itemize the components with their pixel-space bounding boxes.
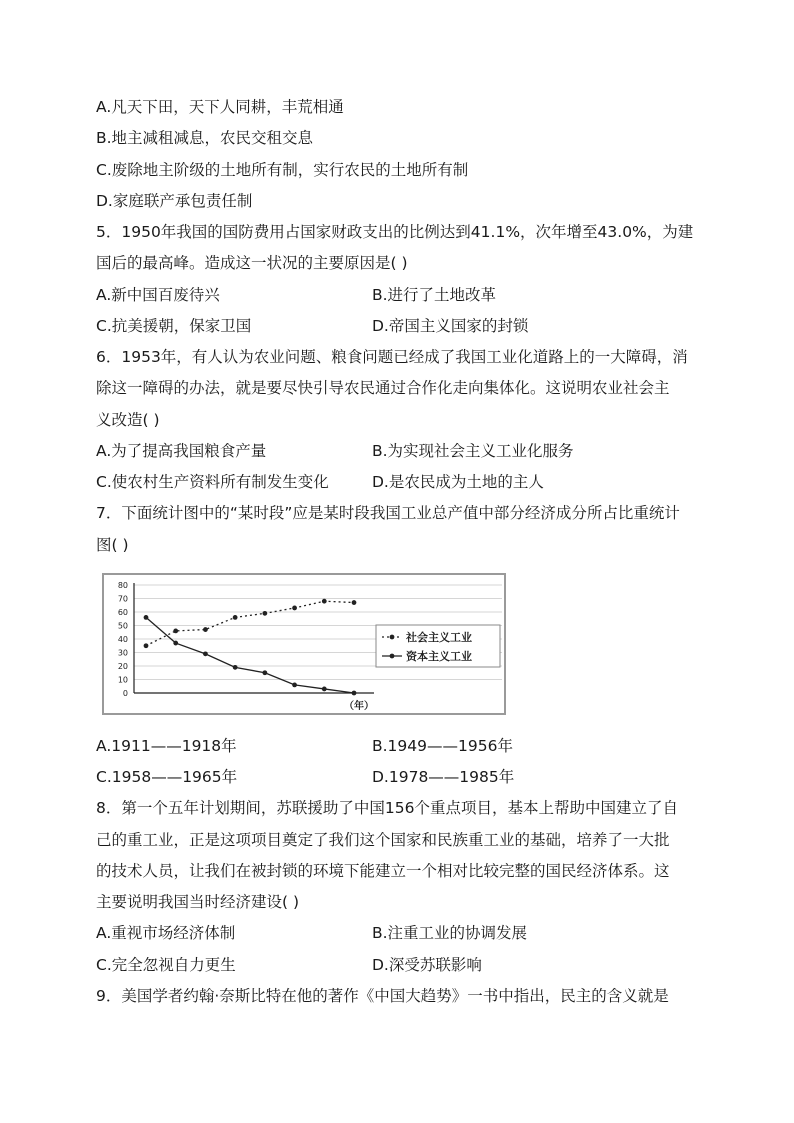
legend-marker (390, 635, 395, 640)
data-point (322, 599, 327, 604)
q8-stem-line1: 8．第一个五年计划期间，苏联援助了中国156个重点项目，基本上帮助中国建立了自 (96, 799, 678, 817)
legend-marker (390, 654, 395, 659)
data-point (173, 641, 178, 646)
q6-option-c: C.使农村生产资料所有制发生变化 (96, 473, 329, 491)
legend-label: 资本主义工业 (406, 650, 472, 663)
y-tick-label: 70 (117, 594, 128, 604)
series-line-2 (146, 617, 354, 693)
q5-option-c: C.抗美援朝，保家卫国 (96, 317, 252, 335)
q6-option-a: A.为了提高我国粮食产量 (96, 442, 267, 460)
legend-label: 社会主义工业 (406, 631, 472, 644)
q8-option-b: B.注重工业的协调发展 (372, 924, 528, 942)
q8-stem-line4: 主要说明我国当时经济建设( ) (96, 893, 300, 911)
x-axis-label: （年） (344, 701, 374, 712)
q7-option-b: B.1949——1956年 (372, 737, 513, 755)
q8-option-a: A.重视市场经济体制 (96, 924, 236, 942)
q5-option-b: B.进行了土地改革 (372, 286, 497, 304)
chart-svg (104, 575, 504, 713)
data-point (144, 615, 149, 620)
q8-stem-line3: 的技术人员，让我们在被封锁的环境下能建立一个相对比较完整的国民经济体系。这 (96, 862, 670, 880)
data-point (292, 683, 297, 688)
q6-stem-line1: 6．1953年，有人认为农业问题、粮食问题已经成了我国工业化道路上的一大障碍，消 (96, 348, 688, 366)
q6-option-b: B.为实现社会主义工业化服务 (372, 442, 574, 460)
q8-option-d: D.深受苏联影响 (372, 956, 482, 974)
data-point (233, 615, 238, 620)
y-tick-label: 20 (117, 662, 128, 671)
q5-option-a: A.新中国百废待兴 (96, 286, 220, 304)
q9-stem-line1: 9．美国学者约翰·奈斯比特在他的著作《中国大趋势》一书中指出，民主的含义就是 (96, 987, 669, 1005)
q8-option-c: C.完全忽视自力更生 (96, 956, 236, 974)
q6-option-d: D.是农民成为土地的主人 (372, 473, 544, 491)
y-tick-label: 50 (117, 621, 128, 631)
data-point (203, 651, 208, 656)
data-point (262, 611, 267, 616)
data-point (233, 665, 238, 670)
q5-stem-line2: 国后的最高峰。造成这一状况的主要原因是( ) (96, 254, 408, 272)
data-point (292, 606, 297, 611)
data-point (322, 687, 327, 692)
data-point (144, 643, 149, 648)
q7-option-c: C.1958——1965年 (96, 768, 238, 786)
q4-option-a: A.凡天下田，天下人同耕，丰荒相通 (96, 98, 344, 116)
q5-option-d: D.帝国主义国家的封锁 (372, 317, 529, 335)
y-tick-label: 80 (117, 581, 128, 590)
data-point (352, 691, 357, 696)
chart-legend (376, 625, 500, 667)
q5-stem-line1: 5．1950年我国的国防费用占国家财政支出的比例达到41.1%，次年增至43.0%，为建 (96, 223, 694, 241)
q7-option-d: D.1978——1985年 (372, 768, 515, 786)
y-tick-label: 0 (122, 689, 128, 698)
q4-option-d: D.家庭联产承包责任制 (96, 192, 253, 210)
y-tick-label: 10 (117, 675, 128, 685)
y-tick-label: 60 (117, 608, 128, 617)
q7-stem-line2: 图( ) (96, 536, 129, 554)
y-tick-label: 40 (117, 635, 128, 644)
q4-option-c: C.废除地主阶级的土地所有制，实行农民的土地所有制 (96, 161, 469, 179)
data-point (262, 670, 267, 675)
chart-series (144, 599, 357, 696)
y-tick-label: 30 (117, 648, 128, 658)
data-point (173, 629, 178, 634)
data-point (203, 627, 208, 632)
q6-stem-line2: 除这一障碍的办法，就是要尽快引导农民通过合作化走向集体化。这说明农业社会主 (96, 379, 670, 397)
q7-stem-line1: 7．下面统计图中的“某时段”应是某时段我国工业总产值中部分经济成分所占比重统计 (96, 504, 680, 522)
q8-stem-line2: 己的重工业，正是这项项目奠定了我们这个国家和民族重工业的基础，培养了一大批 (96, 831, 670, 849)
q6-stem-line3: 义改造( ) (96, 411, 160, 429)
q7-option-a: A.1911——1918年 (96, 737, 237, 755)
line-chart (102, 573, 506, 715)
q4-option-b: B.地主减租减息，农民交租交息 (96, 129, 314, 147)
data-point (352, 600, 357, 605)
